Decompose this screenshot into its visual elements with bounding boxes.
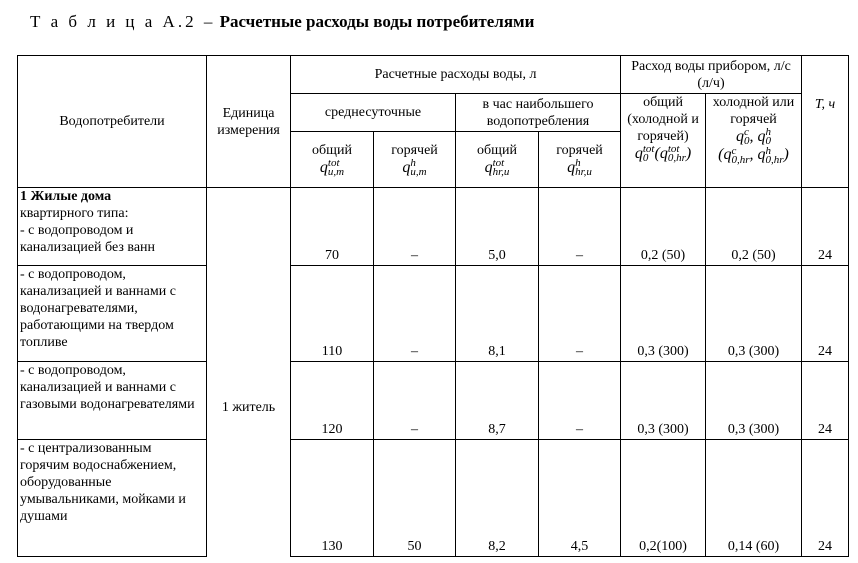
- cell-device-total: 0,2(100): [621, 440, 706, 557]
- header-T: T, ч: [802, 56, 849, 188]
- header-device-total: общий (холодной и горячей) q tot 0 (q tot 0,hr ): [621, 94, 706, 188]
- header-hour-total: общий q tot hr,u: [456, 132, 539, 188]
- header-device-group: Расход воды прибором, л/с (л/ч): [621, 56, 802, 94]
- header-peak-hour: в час наибольшего водопотребления: [456, 94, 621, 132]
- cell-device-cold-hot: 0,14 (60): [706, 440, 802, 557]
- table-label: Т а б л и ц а А.2 –: [30, 12, 216, 31]
- cell-daily-hot: –: [374, 188, 456, 266]
- cell-hour-hot: –: [539, 188, 621, 266]
- header-daily: среднесуточные: [291, 94, 456, 132]
- cell-daily-hot: 50: [374, 440, 456, 557]
- cell-hour-hot: –: [539, 362, 621, 440]
- cell-hour-total: 8,1: [456, 266, 539, 362]
- row-consumer: - с водопроводом, канализацией и ваннами с газовыми водонагревателями: [18, 362, 207, 440]
- symbol-q-um-tot: q tot u,m: [319, 157, 345, 179]
- cell-daily-total: 110: [291, 266, 374, 362]
- cell-device-total: 0,3 (300): [621, 266, 706, 362]
- symbol-q-hru-tot: q tot hr,u: [484, 157, 510, 179]
- row-consumer: 1 Жилые дома квартирного типа: - с водопроводом и канализацией без ванн: [18, 188, 207, 266]
- water-consumption-table: [17, 55, 849, 557]
- cell-hour-hot: 4,5: [539, 440, 621, 557]
- table-row: [18, 188, 849, 266]
- header-daily-total: общий q tot u,m: [291, 132, 374, 188]
- symbol-q0hr-c-h: (q c 0,hr , q h 0,hr ): [718, 144, 789, 166]
- cell-device-total: 0,3 (300): [621, 362, 706, 440]
- row-consumer: - с централизованным горячим водоснабжением, оборудованные умывальниками, мойками и душами: [18, 440, 207, 557]
- cell-T: 24: [802, 440, 849, 557]
- symbol-q0-tot: q tot 0 (q tot 0,hr ): [634, 143, 692, 165]
- symbol-q-um-h: q h u,m: [402, 157, 427, 179]
- header-consumers: Водопотребители: [18, 56, 207, 188]
- table-row: [18, 440, 849, 557]
- symbol-q0-c-h: q c 0 , q h 0: [736, 126, 772, 148]
- header-hour-hot: горячей q h hr,u: [539, 132, 621, 188]
- cell-device-cold-hot: 0,3 (300): [706, 362, 802, 440]
- symbol-q-hru-h: q h hr,u: [567, 157, 592, 179]
- table-row: [18, 266, 849, 362]
- cell-daily-total: 130: [291, 440, 374, 557]
- cell-hour-total: 8,7: [456, 362, 539, 440]
- cell-device-cold-hot: 0,2 (50): [706, 188, 802, 266]
- cell-hour-total: 8,2: [456, 440, 539, 557]
- header-daily-hot: горячей q h u,m: [374, 132, 456, 188]
- cell-device-cold-hot: 0,3 (300): [706, 266, 802, 362]
- cell-daily-total: 120: [291, 362, 374, 440]
- cell-daily-hot: –: [374, 266, 456, 362]
- table-row: [18, 362, 849, 440]
- row-unit: 1 житель: [207, 188, 291, 557]
- header-device-cold-hot: холодной или горячей q c 0 , q h 0 (q c 0,hr , q h 0,hr ): [706, 94, 802, 188]
- cell-daily-hot: –: [374, 362, 456, 440]
- header-unit: Единица измерения: [207, 56, 291, 188]
- cell-hour-total: 5,0: [456, 188, 539, 266]
- cell-T: 24: [802, 188, 849, 266]
- cell-hour-hot: –: [539, 266, 621, 362]
- row-consumer: - с водопроводом, канализацией и ваннами с водонагревателями, работающими на твердом топливе: [18, 266, 207, 362]
- table-caption: Расчетные расходы воды потребителями: [219, 12, 535, 31]
- header-calc-group: Расчетные расходы воды, л: [291, 56, 621, 94]
- cell-daily-total: 70: [291, 188, 374, 266]
- cell-T: 24: [802, 266, 849, 362]
- cell-T: 24: [802, 362, 849, 440]
- cell-device-total: 0,2 (50): [621, 188, 706, 266]
- table-title: [30, 12, 534, 32]
